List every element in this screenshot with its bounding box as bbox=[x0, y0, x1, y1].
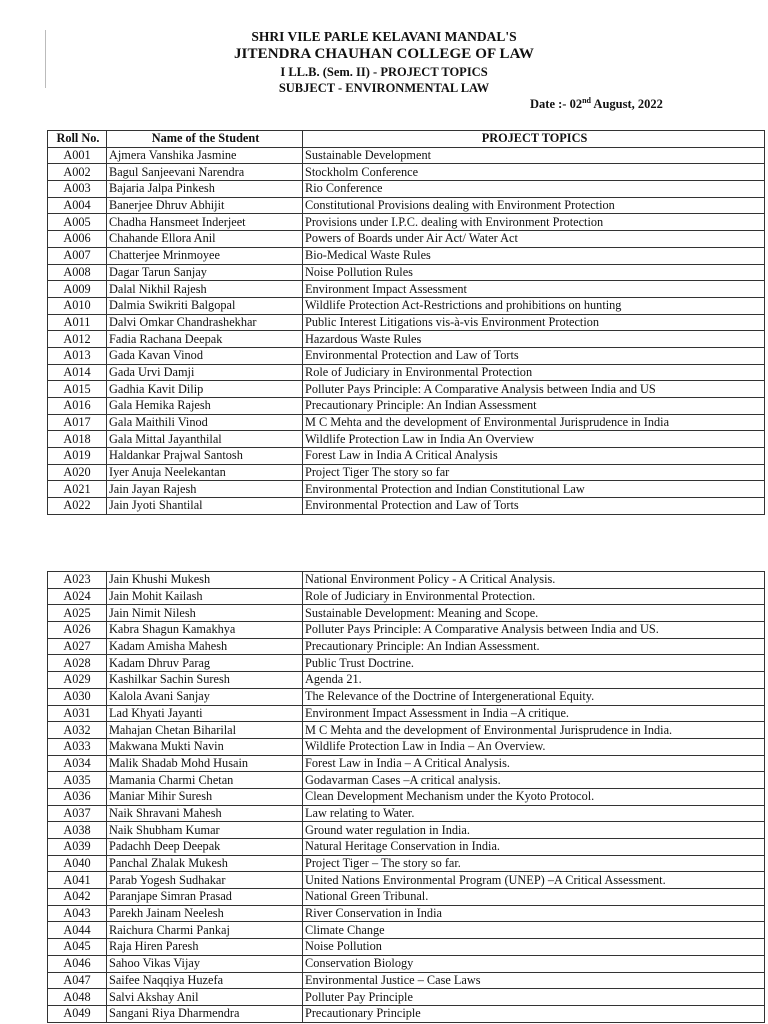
table-row bbox=[48, 481, 765, 498]
project-topic-cell: Wildlife Protection Law in India An Overview bbox=[303, 431, 765, 448]
student-name-cell: Dalal Nikhil Rajesh bbox=[107, 281, 303, 298]
project-topic-cell: River Conservation in India bbox=[303, 905, 765, 922]
project-topic-cell: Precautionary Principle: An Indian Assessment bbox=[303, 398, 765, 415]
student-name-cell: Gala Maithili Vinod bbox=[107, 414, 303, 431]
student-name-cell: Kadam Amisha Mahesh bbox=[107, 638, 303, 655]
roll-no-cell: A001 bbox=[48, 147, 107, 164]
table-row bbox=[48, 297, 765, 314]
roll-no-cell: A042 bbox=[48, 889, 107, 906]
student-name-cell: Haldankar Prajwal Santosh bbox=[107, 448, 303, 465]
table-row bbox=[48, 464, 765, 481]
project-topic-cell: Environment Impact Assessment in India –A critique. bbox=[303, 705, 765, 722]
project-topic-cell: Wildlife Protection Law in India – An Overview. bbox=[303, 738, 765, 755]
project-topic-cell: Noise Pollution Rules bbox=[303, 264, 765, 281]
table-row bbox=[48, 398, 765, 415]
student-name-cell: Makwana Mukti Navin bbox=[107, 738, 303, 755]
project-topic-cell: Noise Pollution bbox=[303, 939, 765, 956]
table-row bbox=[48, 314, 765, 331]
student-name-cell: Chadha Hansmeet Inderjeet bbox=[107, 214, 303, 231]
roll-no-cell: A011 bbox=[48, 314, 107, 331]
student-name-cell: Naik Shubham Kumar bbox=[107, 822, 303, 839]
roll-no-cell: A014 bbox=[48, 364, 107, 381]
subject-title: SUBJECT - ENVIRONMENTAL LAW bbox=[278, 81, 490, 95]
roll-no-cell: A013 bbox=[48, 347, 107, 364]
project-topic-cell: Forest Law in India – A Critical Analysis. bbox=[303, 755, 765, 772]
roll-no-cell: A009 bbox=[48, 281, 107, 298]
table-row bbox=[48, 839, 765, 856]
student-name-cell: Saifee Naqqiya Huzefa bbox=[107, 972, 303, 989]
project-topic-cell: Role of Judiciary in Environmental Protection. bbox=[303, 588, 765, 605]
roll-no-cell: A008 bbox=[48, 264, 107, 281]
table-row bbox=[48, 688, 765, 705]
roll-no-cell: A026 bbox=[48, 622, 107, 639]
roll-no-cell: A033 bbox=[48, 738, 107, 755]
project-topic-cell: Hazardous Waste Rules bbox=[303, 331, 765, 348]
project-topic-cell: Clean Development Mechanism under the Kyoto Protocol. bbox=[303, 788, 765, 805]
roll-no-cell: A022 bbox=[48, 498, 107, 515]
roll-no-cell: A038 bbox=[48, 822, 107, 839]
student-name-cell: Raichura Charmi Pankaj bbox=[107, 922, 303, 939]
roll-no-cell: A036 bbox=[48, 788, 107, 805]
project-topic-cell: Project Tiger The story so far bbox=[303, 464, 765, 481]
project-topic-cell: Climate Change bbox=[303, 922, 765, 939]
student-name-cell: Iyer Anuja Neelekantan bbox=[107, 464, 303, 481]
project-topic-cell: Public Interest Litigations vis-à-vis Environment Protection bbox=[303, 314, 765, 331]
student-name-header: Name of the Student bbox=[107, 131, 303, 148]
table-row bbox=[48, 872, 765, 889]
table-row bbox=[48, 638, 765, 655]
project-topic-cell: Polluter Pays Principle: A Comparative Analysis between India and US. bbox=[303, 622, 765, 639]
table-row bbox=[48, 1005, 765, 1022]
project-topic-cell: Powers of Boards under Air Act/ Water Act bbox=[303, 231, 765, 248]
document-date: Date :- 02nd August, 2022 bbox=[530, 96, 663, 111]
project-topic-cell: Agenda 21. bbox=[303, 672, 765, 689]
project-topic-cell: Sustainable Development bbox=[303, 147, 765, 164]
project-topic-cell: Precautionary Principle bbox=[303, 1005, 765, 1022]
table-row bbox=[48, 805, 765, 822]
student-name-cell: Mahajan Chetan Biharilal bbox=[107, 722, 303, 739]
student-name-cell: Bajaria Jalpa Pinkesh bbox=[107, 181, 303, 198]
roll-no-cell: A034 bbox=[48, 755, 107, 772]
student-name-cell: Kabra Shagun Kamakhya bbox=[107, 622, 303, 639]
table-row bbox=[48, 755, 765, 772]
roll-no-header: Roll No. bbox=[48, 131, 107, 148]
student-name-cell: Raja Hiren Paresh bbox=[107, 939, 303, 956]
table-row bbox=[48, 939, 765, 956]
roll-no-cell: A046 bbox=[48, 955, 107, 972]
project-topic-cell: Stockholm Conference bbox=[303, 164, 765, 181]
table-row bbox=[48, 622, 765, 639]
project-topic-cell: National Environment Policy - A Critical Analysis. bbox=[303, 572, 765, 589]
roll-no-cell: A041 bbox=[48, 872, 107, 889]
project-topic-cell: Natural Heritage Conservation in India. bbox=[303, 839, 765, 856]
table-row bbox=[48, 655, 765, 672]
roll-no-cell: A016 bbox=[48, 398, 107, 415]
table-row bbox=[48, 972, 765, 989]
table-row bbox=[48, 772, 765, 789]
roll-no-cell: A043 bbox=[48, 905, 107, 922]
project-topic-cell: Provisions under I.P.C. dealing with Environment Protection bbox=[303, 214, 765, 231]
roll-no-cell: A024 bbox=[48, 588, 107, 605]
roll-no-cell: A010 bbox=[48, 297, 107, 314]
project-topic-cell: National Green Tribunal. bbox=[303, 889, 765, 906]
student-name-cell: Banerjee Dhruv Abhijit bbox=[107, 197, 303, 214]
project-topic-cell: Bio-Medical Waste Rules bbox=[303, 247, 765, 264]
roll-no-cell: A020 bbox=[48, 464, 107, 481]
student-name-cell: Ajmera Vanshika Jasmine bbox=[107, 147, 303, 164]
roll-no-cell: A032 bbox=[48, 722, 107, 739]
roll-no-cell: A030 bbox=[48, 688, 107, 705]
table-row bbox=[48, 989, 765, 1006]
project-topic-cell: Law relating to Water. bbox=[303, 805, 765, 822]
student-name-cell: Naik Shravani Mahesh bbox=[107, 805, 303, 822]
table-row bbox=[48, 197, 765, 214]
student-name-cell: Maniar Mihir Suresh bbox=[107, 788, 303, 805]
roll-no-cell: A018 bbox=[48, 431, 107, 448]
project-topic-cell: Public Trust Doctrine. bbox=[303, 655, 765, 672]
student-name-cell: Mamania Charmi Chetan bbox=[107, 772, 303, 789]
project-topic-cell: Constitutional Provisions dealing with Environment Protection bbox=[303, 197, 765, 214]
student-name-cell: Gala Mittal Jayanthilal bbox=[107, 431, 303, 448]
roll-no-cell: A037 bbox=[48, 805, 107, 822]
student-name-cell: Dagar Tarun Sanjay bbox=[107, 264, 303, 281]
project-topic-cell: The Relevance of the Doctrine of Intergenerational Equity. bbox=[303, 688, 765, 705]
roll-no-cell: A048 bbox=[48, 989, 107, 1006]
course-title: I LL.B. (Sem. II) - PROJECT TOPICS bbox=[280, 65, 488, 79]
student-name-cell: Malik Shadab Mohd Husain bbox=[107, 755, 303, 772]
table-row bbox=[48, 738, 765, 755]
student-name-cell: Lad Khyati Jayanti bbox=[107, 705, 303, 722]
project-topic-cell: Godavarman Cases –A critical analysis. bbox=[303, 772, 765, 789]
table-row bbox=[48, 431, 765, 448]
roll-no-cell: A006 bbox=[48, 231, 107, 248]
student-name-cell: Gada Urvi Damji bbox=[107, 364, 303, 381]
roll-no-cell: A029 bbox=[48, 672, 107, 689]
student-name-cell: Jain Khushi Mukesh bbox=[107, 572, 303, 589]
student-name-cell: Jain Nimit Nilesh bbox=[107, 605, 303, 622]
student-name-cell: Parab Yogesh Sudhakar bbox=[107, 872, 303, 889]
project-topic-cell: Project Tiger – The story so far. bbox=[303, 855, 765, 872]
table-row bbox=[48, 164, 765, 181]
project-topic-cell: Sustainable Development: Meaning and Scope. bbox=[303, 605, 765, 622]
roll-no-cell: A012 bbox=[48, 331, 107, 348]
table-header-row bbox=[48, 131, 765, 148]
project-topic-cell: M C Mehta and the development of Environmental Jurisprudence in India. bbox=[303, 722, 765, 739]
table-row bbox=[48, 414, 765, 431]
student-name-cell: Jain Jyoti Shantilal bbox=[107, 498, 303, 515]
student-name-cell: Kadam Dhruv Parag bbox=[107, 655, 303, 672]
project-topic-cell: Wildlife Protection Act-Restrictions and prohibitions on hunting bbox=[303, 297, 765, 314]
roll-no-cell: A017 bbox=[48, 414, 107, 431]
roll-no-cell: A044 bbox=[48, 922, 107, 939]
table-row bbox=[48, 381, 765, 398]
table-row bbox=[48, 364, 765, 381]
student-name-cell: Dalmia Swikriti Balgopal bbox=[107, 297, 303, 314]
roll-no-cell: A005 bbox=[48, 214, 107, 231]
table-row bbox=[48, 231, 765, 248]
project-topic-cell: Environment Impact Assessment bbox=[303, 281, 765, 298]
table-row bbox=[48, 281, 765, 298]
roll-no-cell: A004 bbox=[48, 197, 107, 214]
student-name-cell: Gada Kavan Vinod bbox=[107, 347, 303, 364]
table-row bbox=[48, 147, 765, 164]
roll-no-cell: A002 bbox=[48, 164, 107, 181]
table-row bbox=[48, 855, 765, 872]
table-row bbox=[48, 588, 765, 605]
student-name-cell: Panchal Zhalak Mukesh bbox=[107, 855, 303, 872]
project-topic-cell: Polluter Pay Principle bbox=[303, 989, 765, 1006]
table-row bbox=[48, 822, 765, 839]
table-row bbox=[48, 955, 765, 972]
project-topic-cell: Forest Law in India A Critical Analysis bbox=[303, 448, 765, 465]
roll-no-cell: A028 bbox=[48, 655, 107, 672]
student-name-cell: Kashilkar Sachin Suresh bbox=[107, 672, 303, 689]
project-topics-table-2 bbox=[47, 571, 765, 1023]
roll-no-cell: A031 bbox=[48, 705, 107, 722]
roll-no-cell: A025 bbox=[48, 605, 107, 622]
table-row bbox=[48, 498, 765, 515]
table-row bbox=[48, 672, 765, 689]
student-name-cell: Salvi Akshay Anil bbox=[107, 989, 303, 1006]
project-topic-cell: Environmental Protection and Law of Torts bbox=[303, 347, 765, 364]
student-name-cell: Jain Mohit Kailash bbox=[107, 588, 303, 605]
roll-no-cell: A045 bbox=[48, 939, 107, 956]
project-topic-cell: Precautionary Principle: An Indian Assessment. bbox=[303, 638, 765, 655]
student-name-cell: Gala Hemika Rajesh bbox=[107, 398, 303, 415]
table-row bbox=[48, 722, 765, 739]
student-name-cell: Kalola Avani Sanjay bbox=[107, 688, 303, 705]
student-name-cell: Fadia Rachana Deepak bbox=[107, 331, 303, 348]
table-row bbox=[48, 264, 765, 281]
student-name-cell: Padachh Deep Deepak bbox=[107, 839, 303, 856]
table-row bbox=[48, 347, 765, 364]
table-row bbox=[48, 331, 765, 348]
roll-no-cell: A007 bbox=[48, 247, 107, 264]
roll-no-cell: A003 bbox=[48, 181, 107, 198]
table-row bbox=[48, 705, 765, 722]
project-topic-cell: Environmental Justice – Case Laws bbox=[303, 972, 765, 989]
roll-no-cell: A049 bbox=[48, 1005, 107, 1022]
student-name-cell: Gadhia Kavit Dilip bbox=[107, 381, 303, 398]
roll-no-cell: A023 bbox=[48, 572, 107, 589]
table-row bbox=[48, 605, 765, 622]
project-topic-cell: Role of Judiciary in Environmental Protection bbox=[303, 364, 765, 381]
project-topic-cell: Conservation Biology bbox=[303, 955, 765, 972]
table-row bbox=[48, 572, 765, 589]
project-topic-cell: Environmental Protection and Indian Constitutional Law bbox=[303, 481, 765, 498]
project-topic-cell: Environmental Protection and Law of Torts bbox=[303, 498, 765, 515]
roll-no-cell: A035 bbox=[48, 772, 107, 789]
project-topics-table-1 bbox=[47, 130, 765, 515]
project-topic-cell: Ground water regulation in India. bbox=[303, 822, 765, 839]
trust-name: SHRI VILE PARLE KELAVANI MANDAL'S bbox=[251, 29, 517, 44]
roll-no-cell: A039 bbox=[48, 839, 107, 856]
table-row bbox=[48, 922, 765, 939]
student-name-cell: Jain Jayan Rajesh bbox=[107, 481, 303, 498]
student-name-cell: Chatterjee Mrinmoyee bbox=[107, 247, 303, 264]
project-topic-header: PROJECT TOPICS bbox=[303, 131, 765, 148]
student-name-cell: Sahoo Vikas Vijay bbox=[107, 955, 303, 972]
project-topic-cell: United Nations Environmental Program (UNEP) –A Critical Assessment. bbox=[303, 872, 765, 889]
table-row bbox=[48, 889, 765, 906]
table-row bbox=[48, 905, 765, 922]
student-name-cell: Sangani Riya Dharmendra bbox=[107, 1005, 303, 1022]
project-topic-cell: M C Mehta and the development of Environmental Jurisprudence in India bbox=[303, 414, 765, 431]
student-name-cell: Paranjape Simran Prasad bbox=[107, 889, 303, 906]
student-name-cell: Parekh Jainam Neelesh bbox=[107, 905, 303, 922]
table-row bbox=[48, 448, 765, 465]
project-topic-cell: Rio Conference bbox=[303, 181, 765, 198]
student-name-cell: Chahande Ellora Anil bbox=[107, 231, 303, 248]
table-row bbox=[48, 214, 765, 231]
roll-no-cell: A047 bbox=[48, 972, 107, 989]
roll-no-cell: A019 bbox=[48, 448, 107, 465]
roll-no-cell: A015 bbox=[48, 381, 107, 398]
table-row bbox=[48, 247, 765, 264]
document-header bbox=[0, 28, 768, 96]
college-name: JITENDRA CHAUHAN COLLEGE OF LAW bbox=[233, 46, 535, 62]
roll-no-cell: A027 bbox=[48, 638, 107, 655]
project-topic-cell: Polluter Pays Principle: A Comparative Analysis between India and US bbox=[303, 381, 765, 398]
student-name-cell: Dalvi Omkar Chandrashekhar bbox=[107, 314, 303, 331]
roll-no-cell: A021 bbox=[48, 481, 107, 498]
table-row bbox=[48, 181, 765, 198]
roll-no-cell: A040 bbox=[48, 855, 107, 872]
table-row bbox=[48, 788, 765, 805]
student-name-cell: Bagul Sanjeevani Narendra bbox=[107, 164, 303, 181]
